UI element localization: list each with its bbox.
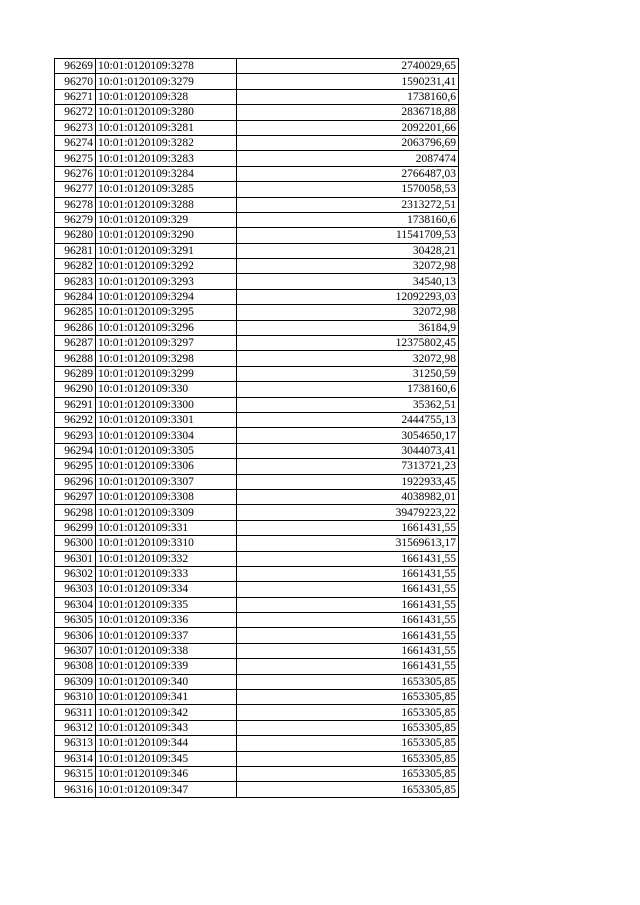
row-number-cell: 96282 — [55, 259, 96, 274]
table-row — [55, 459, 459, 474]
cadastral-code-cell: 10:01:0120109:3296 — [96, 320, 237, 335]
table-row — [55, 320, 459, 335]
value-cell: 3054650,17 — [237, 428, 459, 443]
value-cell: 4038982,01 — [237, 489, 459, 504]
table-row — [55, 736, 459, 751]
cadastral-code-cell: 10:01:0120109:3293 — [96, 274, 237, 289]
row-number-cell: 96283 — [55, 274, 96, 289]
table-row — [55, 443, 459, 458]
row-number-cell: 96302 — [55, 566, 96, 581]
table-row — [55, 182, 459, 197]
cadastral-code-cell: 10:01:0120109:3301 — [96, 412, 237, 427]
value-cell: 2063796,69 — [237, 135, 459, 150]
row-number-cell: 96300 — [55, 536, 96, 551]
table-row — [55, 690, 459, 705]
cadastral-code-cell: 10:01:0120109:3291 — [96, 243, 237, 258]
row-number-cell: 96292 — [55, 412, 96, 427]
table-body — [55, 59, 459, 798]
table-row — [55, 628, 459, 643]
row-number-cell: 96293 — [55, 428, 96, 443]
table-row — [55, 705, 459, 720]
value-cell: 2836718,88 — [237, 105, 459, 120]
value-cell: 1653305,85 — [237, 690, 459, 705]
row-number-cell: 96314 — [55, 751, 96, 766]
table-row — [55, 120, 459, 135]
row-number-cell: 96269 — [55, 59, 96, 74]
table-row — [55, 105, 459, 120]
table-row — [55, 751, 459, 766]
value-cell: 1570058,53 — [237, 182, 459, 197]
row-number-cell: 96316 — [55, 782, 96, 797]
row-number-cell: 96301 — [55, 551, 96, 566]
cadastral-code-cell: 10:01:0120109:3307 — [96, 474, 237, 489]
value-cell: 1661431,55 — [237, 551, 459, 566]
table-row — [55, 474, 459, 489]
row-number-cell: 96311 — [55, 705, 96, 720]
cadastral-code-cell: 10:01:0120109:3278 — [96, 59, 237, 74]
value-cell: 32072,98 — [237, 351, 459, 366]
value-cell: 1661431,55 — [237, 582, 459, 597]
value-cell: 1590231,41 — [237, 74, 459, 89]
cadastral-code-cell: 10:01:0120109:344 — [96, 736, 237, 751]
row-number-cell: 96272 — [55, 105, 96, 120]
cadastral-code-cell: 10:01:0120109:345 — [96, 751, 237, 766]
cadastral-code-cell: 10:01:0120109:334 — [96, 582, 237, 597]
cadastral-code-cell: 10:01:0120109:330 — [96, 382, 237, 397]
table-row — [55, 74, 459, 89]
value-cell: 32072,98 — [237, 259, 459, 274]
table-row — [55, 336, 459, 351]
table-row — [55, 412, 459, 427]
table-row — [55, 551, 459, 566]
cadastral-code-cell: 10:01:0120109:347 — [96, 782, 237, 797]
table-row — [55, 397, 459, 412]
table-row — [55, 505, 459, 520]
row-number-cell: 96294 — [55, 443, 96, 458]
row-number-cell: 96289 — [55, 366, 96, 381]
value-cell: 2092201,66 — [237, 120, 459, 135]
cadastral-code-cell: 10:01:0120109:337 — [96, 628, 237, 643]
value-cell: 36184,9 — [237, 320, 459, 335]
row-number-cell: 96312 — [55, 720, 96, 735]
value-cell: 2766487,03 — [237, 166, 459, 181]
row-number-cell: 96306 — [55, 628, 96, 643]
table-row — [55, 674, 459, 689]
row-number-cell: 96273 — [55, 120, 96, 135]
row-number-cell: 96305 — [55, 613, 96, 628]
row-number-cell: 96275 — [55, 151, 96, 166]
value-cell: 1738160,6 — [237, 212, 459, 227]
value-cell: 1661431,55 — [237, 659, 459, 674]
table-row — [55, 351, 459, 366]
table-row — [55, 228, 459, 243]
table-row — [55, 582, 459, 597]
value-cell: 1661431,55 — [237, 643, 459, 658]
cadastral-code-cell: 10:01:0120109:342 — [96, 705, 237, 720]
row-number-cell: 96286 — [55, 320, 96, 335]
value-cell: 1661431,55 — [237, 566, 459, 581]
cadastral-code-cell: 10:01:0120109:3292 — [96, 259, 237, 274]
value-cell: 31250,59 — [237, 366, 459, 381]
table-row — [55, 243, 459, 258]
row-number-cell: 96315 — [55, 766, 96, 781]
row-number-cell: 96274 — [55, 135, 96, 150]
value-cell: 7313721,23 — [237, 459, 459, 474]
value-cell: 1738160,6 — [237, 382, 459, 397]
table-row — [55, 305, 459, 320]
row-number-cell: 96291 — [55, 397, 96, 412]
row-number-cell: 96298 — [55, 505, 96, 520]
value-cell: 3044073,41 — [237, 443, 459, 458]
cadastral-code-cell: 10:01:0120109:332 — [96, 551, 237, 566]
value-cell: 12375802,45 — [237, 336, 459, 351]
table-row — [55, 566, 459, 581]
table-row — [55, 536, 459, 551]
row-number-cell: 96278 — [55, 197, 96, 212]
value-cell: 2087474 — [237, 151, 459, 166]
table-row — [55, 274, 459, 289]
value-cell: 32072,98 — [237, 305, 459, 320]
cadastral-code-cell: 10:01:0120109:3294 — [96, 289, 237, 304]
value-cell: 1661431,55 — [237, 613, 459, 628]
cadastral-code-cell: 10:01:0120109:3299 — [96, 366, 237, 381]
value-cell: 1661431,55 — [237, 597, 459, 612]
cadastral-code-cell: 10:01:0120109:3295 — [96, 305, 237, 320]
table-row — [55, 613, 459, 628]
cadastral-code-cell: 10:01:0120109:3308 — [96, 489, 237, 504]
row-number-cell: 96313 — [55, 736, 96, 751]
cadastral-code-cell: 10:01:0120109:346 — [96, 766, 237, 781]
cadastral-code-cell: 10:01:0120109:338 — [96, 643, 237, 658]
value-cell: 1653305,85 — [237, 705, 459, 720]
value-cell: 1922933,45 — [237, 474, 459, 489]
cadastral-code-cell: 10:01:0120109:331 — [96, 520, 237, 535]
value-cell: 30428,21 — [237, 243, 459, 258]
table-row — [55, 382, 459, 397]
row-number-cell: 96304 — [55, 597, 96, 612]
row-number-cell: 96281 — [55, 243, 96, 258]
table-row — [55, 428, 459, 443]
value-cell: 35362,51 — [237, 397, 459, 412]
cadastral-code-cell: 10:01:0120109:3306 — [96, 459, 237, 474]
value-cell: 1738160,6 — [237, 89, 459, 104]
value-cell: 1653305,85 — [237, 736, 459, 751]
row-number-cell: 96287 — [55, 336, 96, 351]
cadastral-code-cell: 10:01:0120109:333 — [96, 566, 237, 581]
cadastral-code-cell: 10:01:0120109:328 — [96, 89, 237, 104]
value-cell: 1653305,85 — [237, 720, 459, 735]
table-row — [55, 520, 459, 535]
value-cell: 2740029,65 — [237, 59, 459, 74]
cadastral-code-cell: 10:01:0120109:329 — [96, 212, 237, 227]
value-cell: 2313272,51 — [237, 197, 459, 212]
cadastral-code-cell: 10:01:0120109:3304 — [96, 428, 237, 443]
value-cell: 39479223,22 — [237, 505, 459, 520]
value-cell: 1653305,85 — [237, 766, 459, 781]
table-row — [55, 212, 459, 227]
row-number-cell: 96308 — [55, 659, 96, 674]
data-table — [54, 58, 459, 798]
table-row — [55, 135, 459, 150]
cadastral-code-cell: 10:01:0120109:3297 — [96, 336, 237, 351]
value-cell: 31569613,17 — [237, 536, 459, 551]
table-row — [55, 89, 459, 104]
row-number-cell: 96296 — [55, 474, 96, 489]
row-number-cell: 96270 — [55, 74, 96, 89]
value-cell: 2444755,13 — [237, 412, 459, 427]
value-cell: 34540,13 — [237, 274, 459, 289]
table-row — [55, 151, 459, 166]
cadastral-code-cell: 10:01:0120109:3310 — [96, 536, 237, 551]
value-cell: 1653305,85 — [237, 782, 459, 797]
table-row — [55, 289, 459, 304]
table-row — [55, 489, 459, 504]
cadastral-code-cell: 10:01:0120109:3305 — [96, 443, 237, 458]
table-row — [55, 366, 459, 381]
cadastral-code-cell: 10:01:0120109:343 — [96, 720, 237, 735]
cadastral-code-cell: 10:01:0120109:3298 — [96, 351, 237, 366]
value-cell: 1653305,85 — [237, 674, 459, 689]
row-number-cell: 96297 — [55, 489, 96, 504]
cadastral-code-cell: 10:01:0120109:340 — [96, 674, 237, 689]
cadastral-code-cell: 10:01:0120109:3283 — [96, 151, 237, 166]
cadastral-code-cell: 10:01:0120109:3279 — [96, 74, 237, 89]
cadastral-code-cell: 10:01:0120109:3282 — [96, 135, 237, 150]
cadastral-code-cell: 10:01:0120109:336 — [96, 613, 237, 628]
row-number-cell: 96299 — [55, 520, 96, 535]
cadastral-code-cell: 10:01:0120109:3309 — [96, 505, 237, 520]
row-number-cell: 96271 — [55, 89, 96, 104]
value-cell: 11541709,53 — [237, 228, 459, 243]
row-number-cell: 96309 — [55, 674, 96, 689]
table-row — [55, 782, 459, 797]
row-number-cell: 96279 — [55, 212, 96, 227]
value-cell: 1661431,55 — [237, 520, 459, 535]
row-number-cell: 96277 — [55, 182, 96, 197]
table-row — [55, 659, 459, 674]
cadastral-code-cell: 10:01:0120109:3281 — [96, 120, 237, 135]
value-cell: 12092293,03 — [237, 289, 459, 304]
cadastral-code-cell: 10:01:0120109:3285 — [96, 182, 237, 197]
value-cell: 1661431,55 — [237, 628, 459, 643]
row-number-cell: 96280 — [55, 228, 96, 243]
cadastral-code-cell: 10:01:0120109:341 — [96, 690, 237, 705]
row-number-cell: 96276 — [55, 166, 96, 181]
cadastral-code-cell: 10:01:0120109:335 — [96, 597, 237, 612]
table-row — [55, 259, 459, 274]
row-number-cell: 96303 — [55, 582, 96, 597]
cadastral-code-cell: 10:01:0120109:3300 — [96, 397, 237, 412]
cadastral-code-cell: 10:01:0120109:3280 — [96, 105, 237, 120]
cadastral-code-cell: 10:01:0120109:3288 — [96, 197, 237, 212]
value-cell: 1653305,85 — [237, 751, 459, 766]
row-number-cell: 96310 — [55, 690, 96, 705]
cadastral-code-cell: 10:01:0120109:339 — [96, 659, 237, 674]
table-row — [55, 59, 459, 74]
table-row — [55, 597, 459, 612]
row-number-cell: 96307 — [55, 643, 96, 658]
table-row — [55, 766, 459, 781]
table-row — [55, 720, 459, 735]
table-row — [55, 197, 459, 212]
row-number-cell: 96284 — [55, 289, 96, 304]
row-number-cell: 96285 — [55, 305, 96, 320]
table-row — [55, 643, 459, 658]
row-number-cell: 96288 — [55, 351, 96, 366]
row-number-cell: 96290 — [55, 382, 96, 397]
cadastral-code-cell: 10:01:0120109:3290 — [96, 228, 237, 243]
cadastral-code-cell: 10:01:0120109:3284 — [96, 166, 237, 181]
table-row — [55, 166, 459, 181]
row-number-cell: 96295 — [55, 459, 96, 474]
